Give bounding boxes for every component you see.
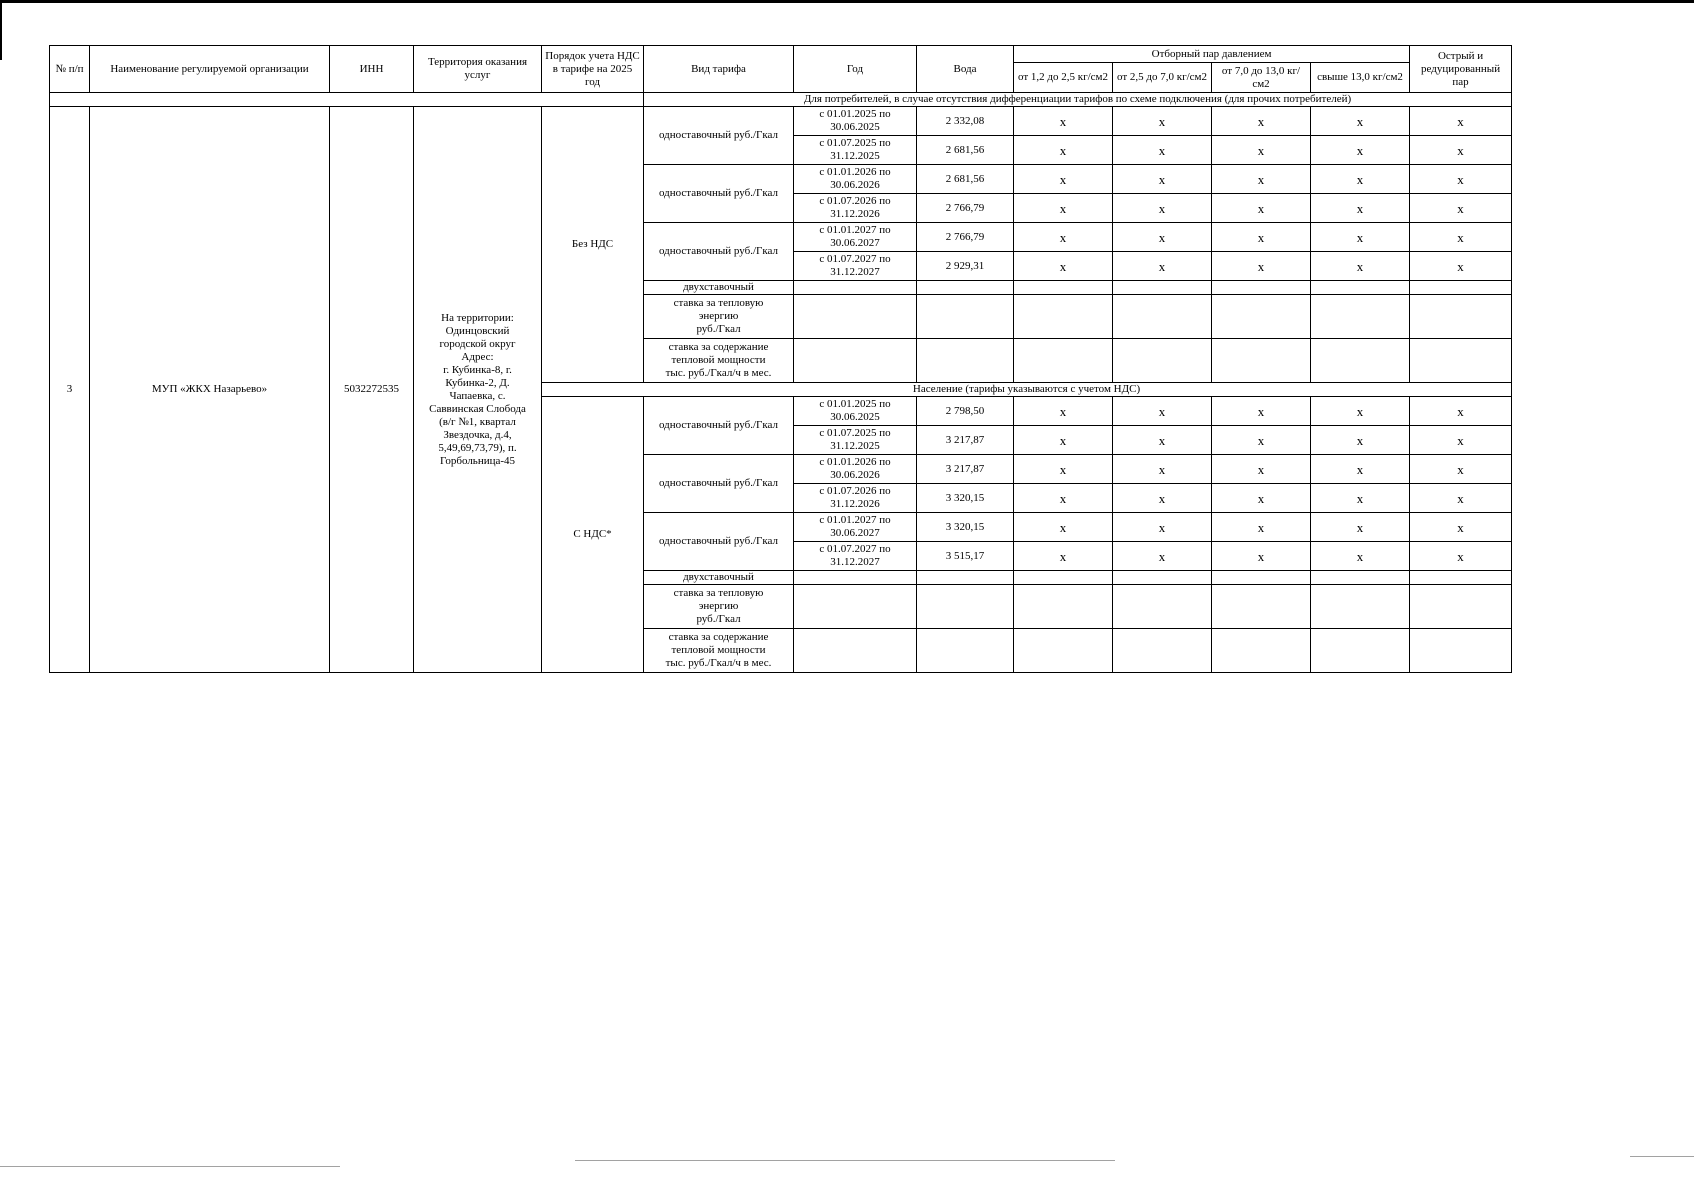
- x-mark: x: [1311, 107, 1410, 136]
- x-mark: x: [1212, 455, 1311, 484]
- x-mark: x: [1212, 223, 1311, 252]
- water-value: 2 332,08: [917, 107, 1014, 136]
- empty-cell: [917, 339, 1014, 383]
- x-mark: x: [1113, 107, 1212, 136]
- header-org: Наименование регулируемой организации: [90, 46, 330, 93]
- empty-cell: [1311, 339, 1410, 383]
- period-cell: с 01.07.2026 по 31.12.2026: [794, 484, 917, 513]
- x-mark: x: [1113, 223, 1212, 252]
- section-population-label: Население (тарифы указываются с учетом НДС): [542, 383, 1512, 397]
- water-value: 3 320,15: [917, 484, 1014, 513]
- water-value: 3 515,17: [917, 542, 1014, 571]
- empty-cell: [1311, 585, 1410, 629]
- tariff-type-energy-rate: ставка за тепловую энергию руб./Гкал: [644, 295, 794, 339]
- empty-cell: [917, 629, 1014, 673]
- x-mark: x: [1014, 397, 1113, 426]
- empty-cell: [1410, 571, 1512, 585]
- x-mark: x: [1014, 455, 1113, 484]
- header-pressure-1: от 1,2 до 2,5 кг/см2: [1014, 63, 1113, 93]
- x-mark: x: [1014, 165, 1113, 194]
- x-mark: x: [1212, 136, 1311, 165]
- header-sharp-steam: Острый и редуцированный пар: [1410, 46, 1512, 93]
- period-cell: с 01.07.2025 по 31.12.2025: [794, 136, 917, 165]
- period-cell: с 01.01.2025 по 30.06.2025: [794, 107, 917, 136]
- empty-cell: [1410, 585, 1512, 629]
- empty-cell: [1212, 585, 1311, 629]
- empty-cell: [1014, 339, 1113, 383]
- x-mark: x: [1113, 542, 1212, 571]
- empty-cell: [1410, 295, 1512, 339]
- x-mark: x: [1212, 194, 1311, 223]
- x-mark: x: [1410, 397, 1512, 426]
- empty-cell: [1311, 629, 1410, 673]
- scan-noise-line: [575, 1160, 1115, 1161]
- x-mark: x: [1410, 223, 1512, 252]
- empty-cell: [794, 571, 917, 585]
- tariff-type-one-rate: одноставочный руб./Гкал: [644, 397, 794, 455]
- empty-cell: [794, 295, 917, 339]
- period-cell: с 01.07.2026 по 31.12.2026: [794, 194, 917, 223]
- tariff-type-one-rate: одноставочный руб./Гкал: [644, 223, 794, 281]
- empty-cell: [1212, 295, 1311, 339]
- water-value: 3 217,87: [917, 426, 1014, 455]
- header-vat-order: Порядок учета НДС в тарифе на 2025 год: [542, 46, 644, 93]
- scan-left-border: [0, 0, 2, 60]
- tariff-type-one-rate: одноставочный руб./Гкал: [644, 165, 794, 223]
- header-num: № п/п: [50, 46, 90, 93]
- period-cell: с 01.07.2027 по 31.12.2027: [794, 252, 917, 281]
- water-value: 2 681,56: [917, 136, 1014, 165]
- header-year: Год: [794, 46, 917, 93]
- x-mark: x: [1410, 165, 1512, 194]
- x-mark: x: [1311, 484, 1410, 513]
- org-name: МУП «ЖКХ Назарьево»: [90, 107, 330, 673]
- empty-cell: [1212, 571, 1311, 585]
- tariff-type-capacity-rate: ставка за содержание тепловой мощности тыс. руб./Гкал/ч в мес.: [644, 339, 794, 383]
- empty-cell: [1410, 339, 1512, 383]
- empty-cell: [1212, 281, 1311, 295]
- empty-cell: [1212, 629, 1311, 673]
- section-blank: [50, 93, 644, 107]
- x-mark: x: [1410, 107, 1512, 136]
- scan-noise-line: [1630, 1156, 1694, 1157]
- section-row-others: [50, 93, 1512, 107]
- water-value: 3 320,15: [917, 513, 1014, 542]
- empty-cell: [917, 571, 1014, 585]
- tariff-type-one-rate: одноставочный руб./Гкал: [644, 513, 794, 571]
- tariff-type-capacity-rate: ставка за содержание тепловой мощности тыс. руб./Гкал/ч в мес.: [644, 629, 794, 673]
- tariff-type-two-rate: двухставочный: [644, 571, 794, 585]
- x-mark: x: [1212, 426, 1311, 455]
- x-mark: x: [1311, 397, 1410, 426]
- empty-cell: [1113, 339, 1212, 383]
- x-mark: x: [1410, 542, 1512, 571]
- empty-cell: [917, 585, 1014, 629]
- empty-cell: [1113, 629, 1212, 673]
- x-mark: x: [1410, 426, 1512, 455]
- empty-cell: [1113, 281, 1212, 295]
- water-value: 2 766,79: [917, 223, 1014, 252]
- x-mark: x: [1014, 252, 1113, 281]
- period-cell: с 01.01.2025 по 30.06.2025: [794, 397, 917, 426]
- water-value: 2 929,31: [917, 252, 1014, 281]
- x-mark: x: [1311, 136, 1410, 165]
- x-mark: x: [1212, 542, 1311, 571]
- x-mark: x: [1212, 484, 1311, 513]
- empty-cell: [1311, 571, 1410, 585]
- empty-cell: [917, 281, 1014, 295]
- scan-noise-line: [0, 1166, 340, 1167]
- header-pressure-4: свыше 13,0 кг/см2: [1311, 63, 1410, 93]
- empty-cell: [1014, 585, 1113, 629]
- empty-cell: [1014, 629, 1113, 673]
- x-mark: x: [1212, 165, 1311, 194]
- empty-cell: [794, 585, 917, 629]
- empty-cell: [1014, 571, 1113, 585]
- x-mark: x: [1311, 513, 1410, 542]
- no-vat-vat-label: Без НДС: [542, 107, 644, 383]
- x-mark: x: [1311, 252, 1410, 281]
- empty-cell: [1113, 571, 1212, 585]
- empty-cell: [794, 339, 917, 383]
- x-mark: x: [1410, 136, 1512, 165]
- x-mark: x: [1311, 194, 1410, 223]
- x-mark: x: [1113, 455, 1212, 484]
- x-mark: x: [1212, 107, 1311, 136]
- empty-cell: [1113, 295, 1212, 339]
- empty-cell: [1212, 339, 1311, 383]
- empty-cell: [794, 281, 917, 295]
- period-cell: с 01.07.2027 по 31.12.2027: [794, 542, 917, 571]
- x-mark: x: [1410, 484, 1512, 513]
- water-value: 3 217,87: [917, 455, 1014, 484]
- water-value: 2 798,50: [917, 397, 1014, 426]
- period-cell: с 01.01.2026 по 30.06.2026: [794, 165, 917, 194]
- x-mark: x: [1410, 455, 1512, 484]
- empty-cell: [917, 295, 1014, 339]
- empty-cell: [794, 629, 917, 673]
- header-tariff-type: Вид тарифа: [644, 46, 794, 93]
- x-mark: x: [1410, 513, 1512, 542]
- x-mark: x: [1311, 426, 1410, 455]
- tariff-type-one-rate: одноставочный руб./Гкал: [644, 107, 794, 165]
- x-mark: x: [1113, 397, 1212, 426]
- tariff-table: [49, 45, 1512, 673]
- header-water: Вода: [917, 46, 1014, 93]
- x-mark: x: [1212, 513, 1311, 542]
- org-inn: 5032272535: [330, 107, 414, 673]
- empty-cell: [1113, 585, 1212, 629]
- x-mark: x: [1212, 397, 1311, 426]
- x-mark: x: [1014, 194, 1113, 223]
- tariff-type-one-rate: одноставочный руб./Гкал: [644, 455, 794, 513]
- empty-cell: [1410, 629, 1512, 673]
- tariff-type-energy-rate: ставка за тепловую энергию руб./Гкал: [644, 585, 794, 629]
- x-mark: x: [1014, 107, 1113, 136]
- x-mark: x: [1113, 136, 1212, 165]
- x-mark: x: [1311, 165, 1410, 194]
- tariff-type-two-rate: двухставочный: [644, 281, 794, 295]
- x-mark: x: [1311, 542, 1410, 571]
- header-pressure-3: от 7,0 до 13,0 кг/см2: [1212, 63, 1311, 93]
- period-cell: с 01.01.2027 по 30.06.2027: [794, 223, 917, 252]
- x-mark: x: [1113, 484, 1212, 513]
- org-number: 3: [50, 107, 90, 673]
- x-mark: x: [1014, 426, 1113, 455]
- scan-top-border: [0, 0, 1694, 3]
- x-mark: x: [1113, 252, 1212, 281]
- x-mark: x: [1014, 136, 1113, 165]
- x-mark: x: [1113, 165, 1212, 194]
- x-mark: x: [1113, 513, 1212, 542]
- header-row: [50, 46, 1512, 63]
- org-territory: На территории: Одинцовский городской округ Адрес: г. Кубинка-8, г. Кубинка-2, Д. Чапаевка, с. Саввинская Слобода (в/г №1, квартал Звездочка, д.4, 5,49,69,73,79), п. Горбольница-45: [414, 107, 542, 673]
- header-territory: Территория оказания услуг: [414, 46, 542, 93]
- no-vat-period-row: [50, 107, 1512, 136]
- x-mark: x: [1311, 223, 1410, 252]
- x-mark: x: [1212, 252, 1311, 281]
- period-cell: с 01.01.2026 по 30.06.2026: [794, 455, 917, 484]
- x-mark: x: [1113, 194, 1212, 223]
- x-mark: x: [1014, 542, 1113, 571]
- empty-cell: [1311, 295, 1410, 339]
- x-mark: x: [1410, 252, 1512, 281]
- x-mark: x: [1311, 455, 1410, 484]
- period-cell: с 01.07.2025 по 31.12.2025: [794, 426, 917, 455]
- water-value: 2 766,79: [917, 194, 1014, 223]
- empty-cell: [1410, 281, 1512, 295]
- empty-cell: [1014, 281, 1113, 295]
- x-mark: x: [1014, 513, 1113, 542]
- water-value: 2 681,56: [917, 165, 1014, 194]
- empty-cell: [1311, 281, 1410, 295]
- header-inn: ИНН: [330, 46, 414, 93]
- section-others-label: Для потребителей, в случае отсутствия дифференциации тарифов по схеме подключения (для прочих потребителей): [644, 93, 1512, 107]
- x-mark: x: [1014, 484, 1113, 513]
- header-steam-group: Отборный пар давлением: [1014, 46, 1410, 63]
- x-mark: x: [1410, 194, 1512, 223]
- with-vat-vat-label: С НДС*: [542, 397, 644, 673]
- header-pressure-2: от 2,5 до 7,0 кг/см2: [1113, 63, 1212, 93]
- period-cell: с 01.01.2027 по 30.06.2027: [794, 513, 917, 542]
- x-mark: x: [1014, 223, 1113, 252]
- empty-cell: [1014, 295, 1113, 339]
- x-mark: x: [1113, 426, 1212, 455]
